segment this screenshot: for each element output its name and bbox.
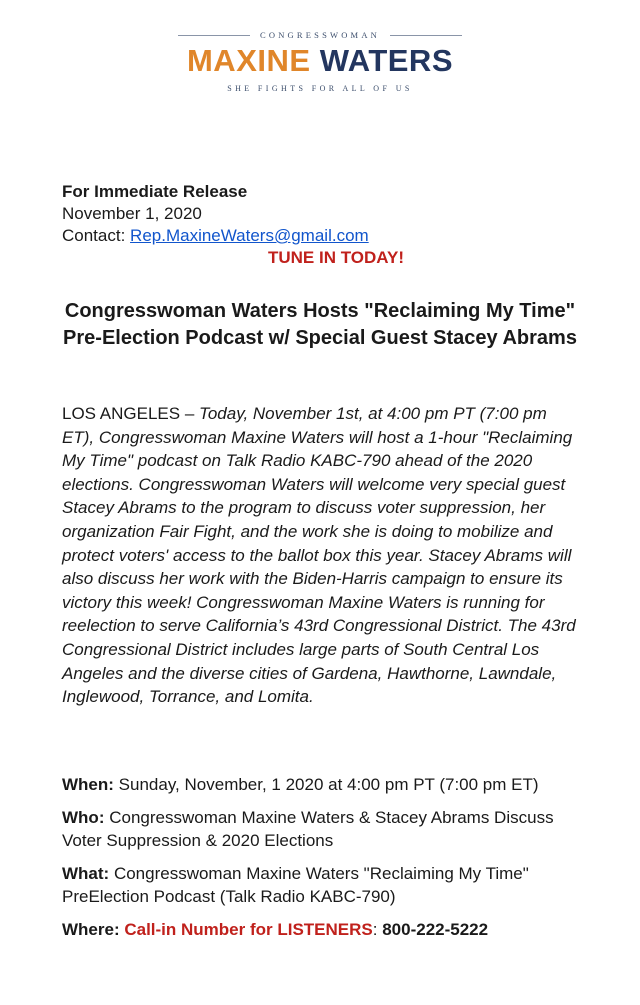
logo-tagline: SHE FIGHTS FOR ALL OF US (227, 84, 413, 93)
what-value: Congresswoman Maxine Waters "Reclaiming My Time" PreElection Podcast (Talk Radio KABC-790) (62, 864, 529, 906)
logo-rule-left (178, 35, 250, 36)
contact-line (62, 225, 582, 247)
logo-name (0, 44, 640, 78)
who-value: Congresswoman Maxine Waters & Stacey Abrams Discuss Voter Suppression & 2020 Elections (62, 808, 554, 850)
headline: Congresswoman Waters Hosts "Reclaiming My Time" Pre-Election Podcast w/ Special Guest Stacey Abrams (63, 300, 577, 349)
logo-top-line (0, 30, 640, 40)
contact-label: Contact: (62, 226, 131, 245)
when-value: Sunday, November, 1 2020 at 4:00 pm PT (7:00 pm ET) (113, 775, 539, 794)
who-label: Who: (62, 808, 105, 827)
logo-last-name: WATERS (319, 43, 453, 78)
logo (0, 30, 640, 93)
where-colon: : (372, 920, 383, 939)
event-details (62, 773, 582, 951)
where-callin: Call-in Number for LISTENERS (119, 920, 373, 939)
what-line (62, 862, 582, 908)
logo-first-name: MAXINE (186, 43, 311, 78)
release-label: For Immediate Release (62, 182, 248, 201)
body-paragraph (62, 402, 582, 709)
when-line (62, 773, 582, 796)
logo-title: CONGRESSWOMAN (260, 30, 380, 40)
dateline: LOS ANGELES – (62, 404, 200, 423)
release-header (62, 181, 582, 269)
what-label: What: (62, 864, 110, 883)
tune-in-banner: TUNE IN TODAY! (267, 248, 405, 267)
phone-number: 800-222-5222 (382, 920, 489, 939)
where-label: Where: (62, 920, 120, 939)
who-line (62, 806, 582, 852)
when-label: When: (62, 775, 114, 794)
contact-email-link[interactable]: Rep.MaxineWaters@gmail.com (130, 226, 369, 245)
body-text: Today, November 1st, at 4:00 pm PT (7:00 pm ET), Congresswoman Maxine Waters will host a 1-hour "Reclaiming My Time" podcast on Talk Radio KABC-790 ahead of the 2020 elections. Congresswoman Waters will welcome very special guest Stacey Abrams to the program to discuss voter suppression, her organization Fair Fight, and the work she is doing to mobilize and protect voters' access to the ballot box this year. Stacey Abrams will also discuss her work with the Biden-Harris campaign to ensure its victory this week! Congresswoman Maxine Waters is running for reelection to serve California’s 43rd Congressional District. The 43rd Congressional District includes large parts of South Central Los Angeles and the diverse cities of Gardena, Hawthorne, Lawndale, Inglewood, Torrance, and Lomita. (62, 404, 576, 707)
release-date: November 1, 2020 (62, 204, 202, 223)
logo-rule-right (390, 35, 462, 36)
where-line (62, 918, 582, 941)
